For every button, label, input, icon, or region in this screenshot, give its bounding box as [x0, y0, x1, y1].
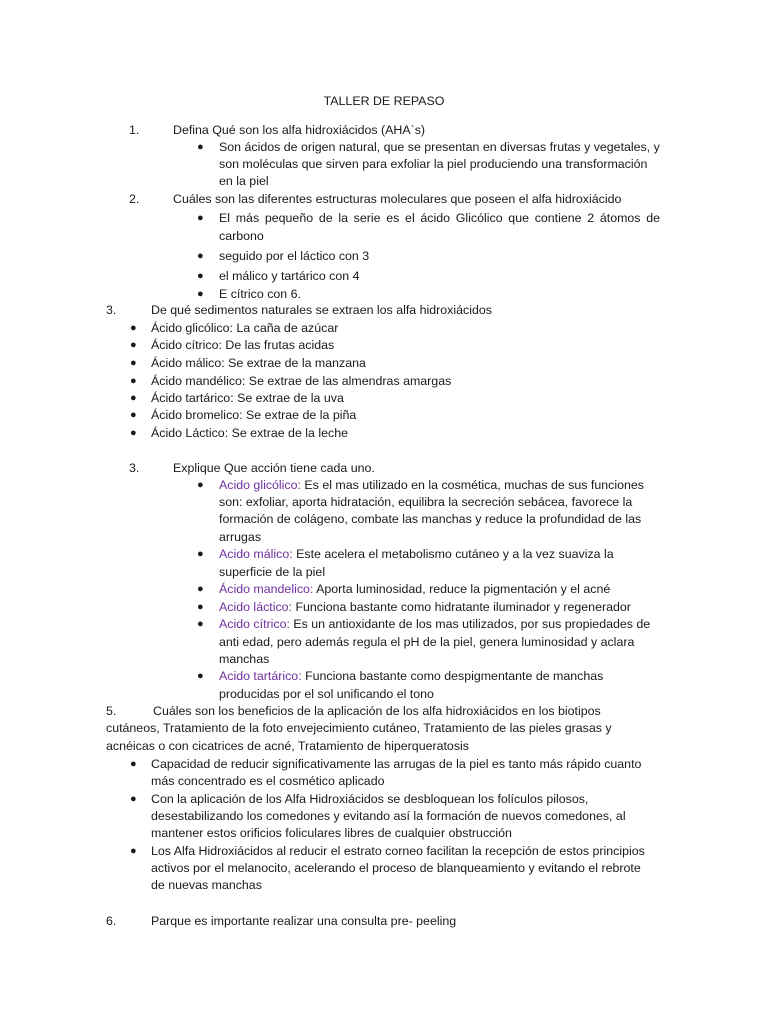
- bullet-dot-icon: ●: [130, 409, 137, 421]
- bullet-dot-icon: ●: [197, 601, 204, 613]
- question-text: Cuáles son los beneficios de la aplicación de los alfa hidroxiácidos en los biotipos: [153, 704, 601, 718]
- question-text: cutáneos, Tratamiento de la foto envejecimiento cutáneo, Tratamiento de las pieles grasas y: [106, 721, 612, 735]
- acid-description: Es un antioxidante de los mas utilizados, por sus propiedades de: [289, 617, 651, 631]
- list-item: El más pequeño de la serie es el ácido Glicólico que contiene 2 átomos de: [219, 211, 660, 225]
- list-item: Ácido glicólico: La caña de azúcar: [151, 321, 339, 335]
- acid-description: Este acelera el metabolismo cutáneo y a la vez suaviza la: [292, 547, 614, 561]
- list-item: [219, 599, 631, 617]
- question-number: 3.: [106, 303, 117, 317]
- bullet-dot-icon: ●: [130, 339, 137, 351]
- question-number: 3.: [129, 461, 140, 475]
- answer-line: son moléculas que sirven para exfoliar la piel produciendo una transformación: [219, 157, 648, 171]
- bullet-dot-icon: ●: [197, 212, 204, 224]
- bullet-dot-icon: ●: [197, 288, 204, 300]
- list-item-continuation: mantener estos orificios foliculares libres de cualquier obstrucción: [151, 826, 512, 840]
- answer-line: Son ácidos de origen natural, que se presentan en diversas frutas y vegetales, y: [219, 140, 660, 154]
- list-item-continuation: manchas: [219, 652, 270, 666]
- list-item: [219, 546, 614, 564]
- list-item: Ácido cítrico: De las frutas acidas: [151, 338, 335, 352]
- list-item: Ácido Láctico: Se extrae de la leche: [151, 426, 348, 440]
- list-item: Ácido tartárico: Se extrae de la uva: [151, 391, 344, 405]
- list-item: carbono: [219, 229, 264, 243]
- bullet-dot-icon: ●: [130, 793, 137, 805]
- bullet-dot-icon: ●: [197, 618, 204, 630]
- list-item-continuation: formación de colágeno, combate las manchas y reduce la profundidad de las: [219, 512, 642, 526]
- page-title: TALLER DE REPASO: [323, 94, 445, 108]
- list-item-continuation: son: exfoliar, aporta hidratación, equilibra la secreción sebácea, favorece la: [219, 495, 633, 509]
- list-item: Ácido bromelico: Se extrae de la piña: [151, 408, 357, 422]
- question-text: Parque es importante realizar una consulta pre- peeling: [151, 914, 457, 928]
- acid-name: Acido láctico:: [219, 600, 293, 614]
- list-item: Ácido mandélico: Se extrae de las almendras amargas: [151, 374, 452, 388]
- bullet-dot-icon: ●: [197, 670, 204, 682]
- question-number: 1.: [129, 123, 140, 137]
- bullet-dot-icon: ●: [197, 548, 204, 560]
- list-item: Ácido málico: Se extrae de la manzana: [151, 356, 366, 370]
- acid-name: Ácido mandelico:: [219, 582, 314, 596]
- list-item-continuation: superficie de la piel: [219, 565, 326, 579]
- bullet-dot-icon: ●: [130, 357, 137, 369]
- list-item: [219, 477, 644, 495]
- list-item-continuation: activos por el melanocito, acelerando el proceso de blanqueamiento y evitando el rebrote: [151, 861, 641, 875]
- acid-name: Acido málico:: [219, 547, 293, 561]
- list-item-continuation: anti edad, pero además regula el pH de la piel, genera luminosidad y aclara: [219, 635, 635, 649]
- list-item: el málico y tartárico con 4: [219, 269, 360, 283]
- question-number: 5.: [106, 704, 117, 718]
- acid-description: Funciona bastante como despigmentante de manchas: [301, 669, 604, 683]
- bullet-dot-icon: ●: [197, 141, 204, 153]
- question-text: Defina Qué son los alfa hidroxiácidos (AHA`s): [173, 123, 426, 137]
- acid-description: Es el mas utilizado en la cosmética, muchas de sus funciones: [300, 478, 644, 492]
- bullet-dot-icon: ●: [130, 758, 137, 770]
- list-item: Capacidad de reducir significativamente las arrugas de la piel es tanto más rápido cuanto: [151, 757, 642, 771]
- bullet-dot-icon: ●: [197, 583, 204, 595]
- list-item-continuation: más concentrado es el cosmético aplicado: [151, 774, 385, 788]
- list-item: Los Alfa Hidroxiácidos al reducir el estrato corneo facilitan la recepción de estos principios: [151, 844, 645, 858]
- question-number: 2.: [129, 192, 140, 206]
- list-item-continuation: producidas por el sol unificando el tono: [219, 687, 434, 701]
- list-item: [219, 668, 603, 686]
- acid-name: Acido cítrico:: [219, 617, 290, 631]
- question-number: 6.: [106, 914, 117, 928]
- acid-name: Acido glicólico:: [219, 478, 301, 492]
- answer-line: en la piel: [219, 174, 269, 188]
- acid-description: Aporta luminosidad, reduce la pigmentación y el acné: [313, 582, 611, 596]
- list-item: seguido por el láctico con 3: [219, 249, 370, 263]
- bullet-dot-icon: ●: [197, 479, 204, 491]
- list-item: E cítrico con 6.: [219, 287, 301, 301]
- list-item: [219, 616, 650, 634]
- bullet-dot-icon: ●: [197, 270, 204, 282]
- acid-description: Funciona bastante como hidratante iluminador y regenerador: [292, 600, 631, 614]
- bullet-dot-icon: ●: [130, 845, 137, 857]
- bullet-dot-icon: ●: [130, 392, 137, 404]
- question-text: acnéicas o con cicatrices de acné, Tratamiento de hiperqueratosis: [106, 739, 469, 753]
- list-item-continuation: de nuevas manchas: [151, 878, 262, 892]
- list-item: [219, 581, 610, 599]
- list-item: Con la aplicación de los Alfa Hidroxiácidos se desbloquean los folículos pilosos,: [151, 792, 589, 806]
- bullet-dot-icon: ●: [130, 427, 137, 439]
- bullet-dot-icon: ●: [130, 322, 137, 334]
- list-item-continuation: arrugas: [219, 530, 262, 544]
- bullet-dot-icon: ●: [197, 250, 204, 262]
- question-text: Cuáles son las diferentes estructuras moleculares que poseen el alfa hidroxiácido: [173, 192, 622, 206]
- acid-name: Acido tartárico:: [219, 669, 302, 683]
- list-item-continuation: desestabilizando los comedones y evitando así la formación de nuevos comedones, al: [151, 809, 626, 823]
- bullet-dot-icon: ●: [130, 375, 137, 387]
- question-text: Explique Que acción tiene cada uno.: [173, 461, 375, 475]
- question-text: De qué sedimentos naturales se extraen los alfa hidroxiácidos: [151, 303, 492, 317]
